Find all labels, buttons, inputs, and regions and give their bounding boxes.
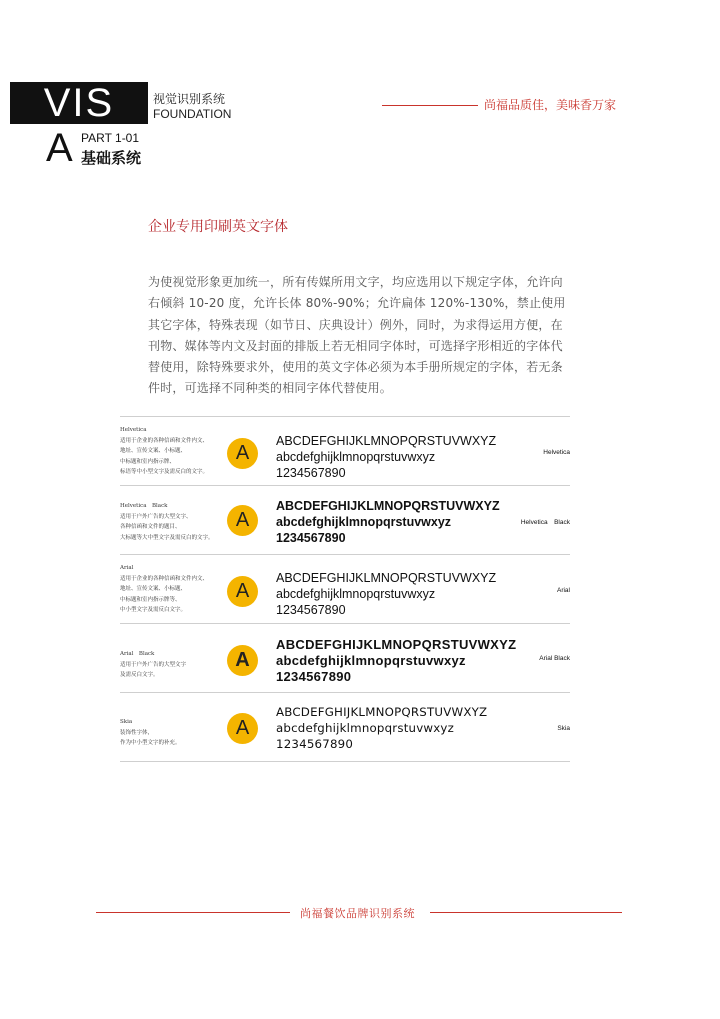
font-description xyxy=(120,717,230,749)
footer-title: 尚福餐饮品牌识别系统 xyxy=(300,907,415,920)
font-name-tag: Arial Black xyxy=(539,655,570,662)
font-glyph-icon: A xyxy=(227,505,258,536)
font-glyph-icon: A xyxy=(227,576,258,607)
vis-chinese-label: 视觉识别系统 xyxy=(153,92,226,106)
sample-digits: 1234567890 xyxy=(276,603,346,617)
font-row-helvetica xyxy=(120,416,570,485)
font-row-helvetica-black xyxy=(120,485,570,554)
font-desc-line: 各种信函和文件的题目、 xyxy=(120,524,181,530)
font-description xyxy=(120,425,230,478)
font-desc-title: Arial xyxy=(120,565,134,571)
font-desc-title: Helvetica xyxy=(120,427,147,433)
font-desc-line: 地址、宣传文案、小标题、 xyxy=(120,586,187,592)
font-name-tag: Helvetica xyxy=(543,449,570,456)
sample-uppercase: ABCDEFGHIJKLMNOPQRSTUVWXYZ xyxy=(276,705,488,719)
font-specimen-table xyxy=(120,416,570,762)
sample-uppercase: ABCDEFGHIJKLMNOPQRSTUVWXYZ xyxy=(276,499,500,513)
slogan: 尚福品质佳，美味香万家 xyxy=(484,98,617,112)
intro-paragraph: 为使视觉形象更加统一，所有传媒所用文字，均应选用以下规定字体，允许向右倾斜 10-20 度，允许长体 80%-90%；允许扁体 120%-130%，禁止使用其它字体，特殊表现（如节日、庆典设计）例外，同时，为求得运用方便，在刊物、媒体等内文及封面的排版上若无相同字体时，可选择字形相近的字体代替使用，除特殊要求外，使用的英文字体必须为本手册所规定的字体，若无条件时，可选择不同种类的相同字体代替使用。 xyxy=(148,275,566,396)
font-desc-line: 适用于企业的各种信函和文件内文、 xyxy=(120,575,209,582)
sample-digits: 1234567890 xyxy=(276,466,346,480)
sample-uppercase: ABCDEFGHIJKLMNOPQRSTUVWXYZ xyxy=(276,434,497,448)
font-desc-line: 适用于户外广告的大型文字、 xyxy=(120,513,192,520)
font-desc-line: 大标题等大中型文字及需反白的文字。 xyxy=(120,534,214,541)
font-desc-title: Arial Black xyxy=(120,651,155,657)
font-glyph-icon: A xyxy=(227,713,258,744)
font-desc-line: 适用于户外广告的大型文字 xyxy=(120,661,187,668)
font-desc-title: Helvetica Black xyxy=(120,503,168,509)
font-desc-line: 适用于企业的各种信函和文件内文、 xyxy=(120,437,209,444)
font-row-skia xyxy=(120,692,570,762)
sample-lowercase: abcdefghijklmnopqrstuvwxyz xyxy=(276,587,436,601)
font-sample xyxy=(276,637,516,685)
font-desc-line: 中标题和室内指示牌、 xyxy=(120,458,176,465)
font-glyph-icon: A xyxy=(227,645,258,676)
font-desc-line: 装饰性字体， xyxy=(120,729,154,736)
sample-digits: 1234567890 xyxy=(276,737,354,751)
font-desc-line: 及需反白文字。 xyxy=(120,672,159,678)
font-description xyxy=(120,649,230,681)
sample-lowercase: abcdefghijklmnopqrstuvwxyz xyxy=(276,515,452,529)
slogan-divider xyxy=(382,105,478,106)
font-desc-line: 中小型文字及需反白文字。 xyxy=(120,607,187,613)
vis-logo-block: VIS xyxy=(10,82,148,124)
sample-lowercase: abcdefghijklmnopqrstuvwxyz xyxy=(276,450,436,464)
sample-lowercase: abcdefghijklmnopqrstuvwxyz xyxy=(276,653,466,668)
font-row-arial xyxy=(120,554,570,623)
section-letter: A xyxy=(46,126,73,170)
part-number: PART 1-01 xyxy=(81,131,140,145)
font-desc-line: 中标题和室内指示牌等、 xyxy=(120,596,181,603)
sample-uppercase: ABCDEFGHIJKLMNOPQRSTUVWXYZ xyxy=(276,637,517,652)
font-sample xyxy=(276,498,500,546)
footer-divider-left xyxy=(96,912,290,913)
sample-digits: 1234567890 xyxy=(276,669,352,684)
font-description xyxy=(120,563,230,616)
sample-digits: 1234567890 xyxy=(276,531,346,545)
font-sample xyxy=(276,433,496,481)
font-name-tag: Arial xyxy=(556,587,570,594)
font-desc-title: Skia xyxy=(120,719,133,725)
font-sample xyxy=(276,570,496,618)
sample-lowercase: abcdefghijklmnopqrstuvwxyz xyxy=(276,721,454,735)
vis-english-label: FOUNDATION xyxy=(153,107,232,121)
font-desc-line: 作为中小型文字的补充。 xyxy=(120,740,181,746)
font-sample xyxy=(276,704,487,752)
sample-uppercase: ABCDEFGHIJKLMNOPQRSTUVWXYZ xyxy=(276,571,497,585)
font-name-tag: Helvetica Black xyxy=(520,519,570,526)
footer-divider-right xyxy=(430,912,622,913)
font-name-tag: Skia xyxy=(557,725,570,732)
font-row-arial-black xyxy=(120,623,570,692)
font-description xyxy=(120,501,230,543)
font-desc-line: 标语等中小型文字及需反白的文字。 xyxy=(120,469,209,475)
part-title: 基础系统 xyxy=(81,149,142,167)
section-title: 企业专用印刷英文字体 xyxy=(148,219,288,235)
font-glyph-icon: A xyxy=(227,438,258,469)
font-desc-line: 地址、宣传文案、小标题、 xyxy=(120,448,187,454)
